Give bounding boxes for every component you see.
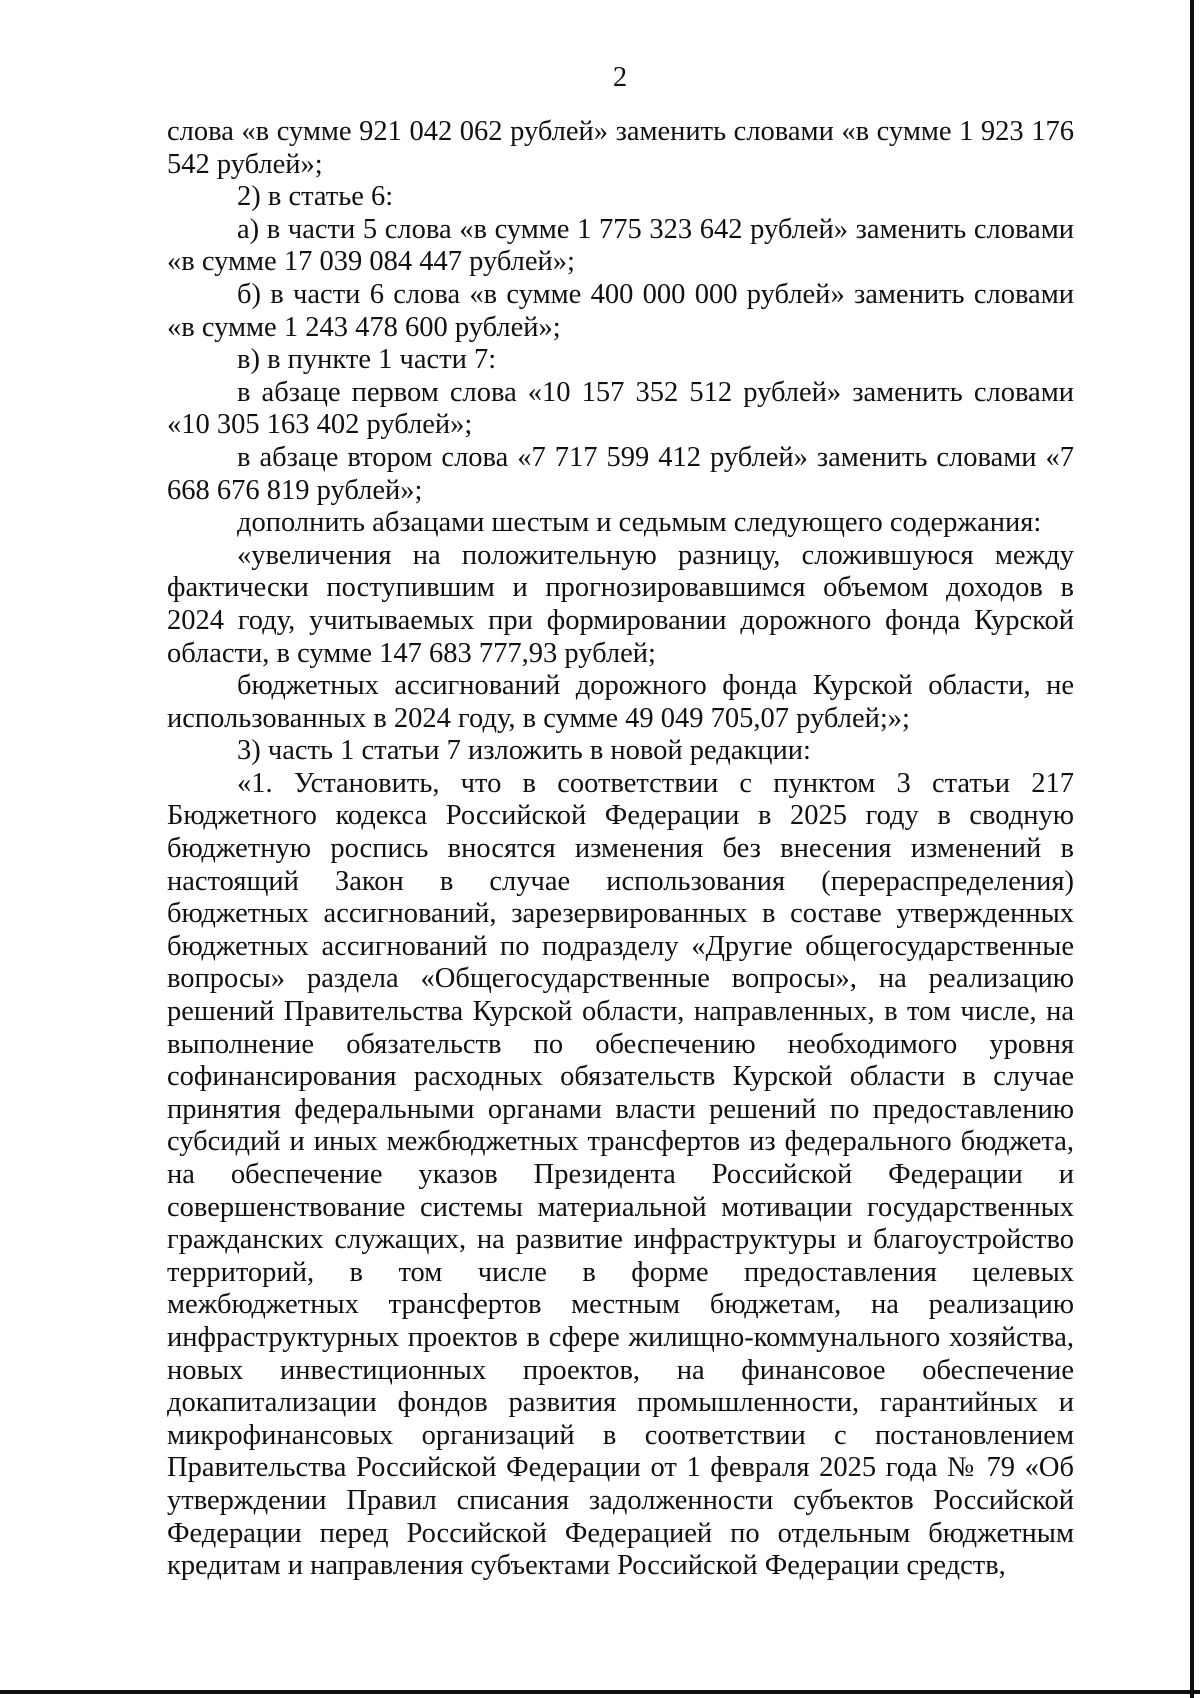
paragraph-item-2: 2) в статье 6: <box>237 181 394 213</box>
paragraph-quote-increase: «увеличения на положительную разницу, сложившуюся между фактически поступившим и прогнозировавшимся объемом доходов в 2024 году, учитываемых при формировании дорожного фонда Курской области, в сумме 147 683 777,93 рублей; <box>167 539 1074 669</box>
document-body <box>167 116 1074 1583</box>
paragraph-quote-road-fund: бюджетных ассигнований дорожного фонда Курской области, не использованных в 2024 году, в сумме 49 049 705,07 рублей;»; <box>167 670 1074 734</box>
paragraph-item-3: 3) часть 1 статьи 7 изложить в новой редакции: <box>237 735 811 767</box>
paragraph-item-2b: б) в части 6 слова «в сумме 400 000 000 рублей» заменить словами «в сумме 1 243 478 600 рублей»; <box>167 278 1074 343</box>
paragraph-continuation: слова «в сумме 921 042 062 рублей» заменить словами «в сумме 1 923 176 542 рублей»; <box>167 116 1074 180</box>
paragraph-item-2c: в) в пункте 1 части 7: <box>237 344 497 376</box>
paragraph-first-abzac: в абзаце первом слова «10 157 352 512 рублей» заменить словами «10 305 163 402 рублей»; <box>167 376 1074 441</box>
paragraph-second-abzac: в абзаце втором слова «7 717 599 412 рублей» заменить словами «7 668 676 819 рублей»; <box>167 441 1074 506</box>
paragraph-item-2a: а) в части 5 слова «в сумме 1 775 323 642 рублей» заменить словами «в сумме 17 039 084 447 рублей»; <box>167 213 1074 278</box>
page-number: 2 <box>612 62 628 93</box>
scan-edge-bottom <box>0 1690 1200 1694</box>
scan-edge-right <box>1190 0 1194 1698</box>
paragraph-add-abzacs: дополнить абзацами шестым и седьмым следующего содержания: <box>237 507 1042 539</box>
paragraph-article-7-text: «1. Установить, что в соответствии с пунктом 3 статьи 217 Бюджетного кодекса Российской Федерации в 2025 году в сводную бюджетную роспись вносятся изменения без внесения изменений в настоящий Закон в случае использования (перераспределения) бюджетных ассигнований, зарезервированных в составе утвержденных бюджетных ассигнований по подразделу «Другие общегосударственные вопросы» раздела «Общегосударственные вопросы», на реализацию решений Правительства Курской области, направленных, в том числе, на выполнение обязательств по обеспечению необходимого уровня софинансирования расходных обязательств Курской области в случае принятия федеральными органами власти решений по предоставлению субсидий и иных межбюджетных трансфертов из федерального бюджета, на обеспечение указов Президента Российской Федерации и совершенствование системы материальной мотивации государственных гражданских служащих, на развитие инфраструктуры и благоустройство территорий, в том числе в форме предоставления целевых межбюджетных трансфертов местным бюджетам, на реализацию инфраструктурных проектов в сфере жилищно-коммунального хозяйства, новых инвестиционных проектов, на финансовое обеспечение докапитализации фондов развития промышленности, гарантийных и микрофинансовых организаций в соответствии с постановлением Правительства Российской Федерации от 1 февраля 2025 года № 79 «Об утверждении Правил списания задолженности субъектов Российской Федерации перед Российской Федерацией по отдельным бюджетным кредитам и направления субъектами Российской Федерации средств, <box>167 767 1074 1582</box>
